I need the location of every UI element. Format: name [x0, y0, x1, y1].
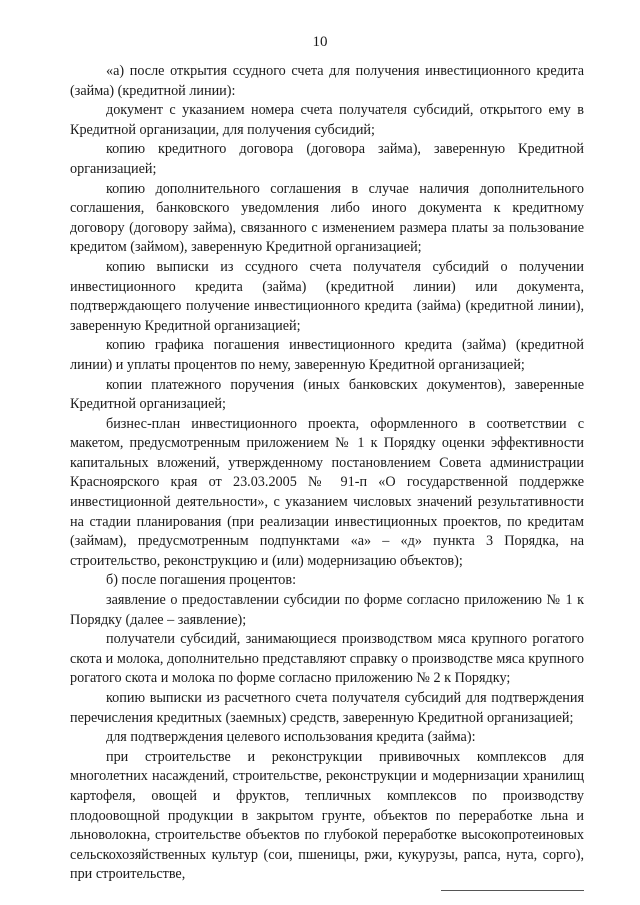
paragraph-loan-account-statement: копию выписки из ссудного счета получателя субсидий о получении инвестиционного кредита (займа) (кредитной линии) или документа, подтверждающего получение инвестиционного кредита (займа) (кредитной линии), заверенную Кредитной организацией;	[70, 258, 584, 334]
paragraph-construction: при строительстве и реконструкции прививочных комплексов для многолетних насаждений, строительстве, реконструкции и модернизации хранилищ картофеля, овощей и фруктов, тепличных комплексов по производству плодоовощной продукции в закрытом грунте, объектов по переработке льна и льноволокна, строительстве объектов по глубокой переработке высокопротеиновых сельскохозяйственных культур (сои, пшеницы, ржи, кукурузы, рапса, нута, сорго), при строительстве,	[70, 748, 584, 883]
paragraph-payment-order: копии платежного поручения (иных банковских документов), заверенные Кредитной организацией;	[70, 376, 584, 413]
paragraph-repayment-schedule: копию графика погашения инвестиционного кредита (займа) (кредитной линии) и уплаты процентов по нему, заверенную Кредитной организацией;	[70, 337, 584, 373]
paragraph-application: заявление о предоставлении субсидии по форме согласно приложению № 1 к Порядку (далее – заявление);	[70, 592, 584, 628]
footer-divider	[441, 890, 584, 891]
paragraph-settlement-statement: копию выписки из расчетного счета получателя субсидий для подтверждения перечисления кредитных (заемных) средств, заверенную Кредитной организацией;	[70, 690, 584, 726]
document-body	[70, 62, 584, 885]
page-number: 10	[312, 34, 328, 50]
paragraph-intro-b: б) после погашения процентов:	[106, 572, 297, 589]
paragraph-account-document: документ с указанием номера счета получателя субсидий, открытого ему в Кредитной организации, для получения субсидий;	[70, 102, 584, 138]
paragraph-additional-agreement: копию дополнительного соглашения в случае наличия дополнительного соглашения, банковского уведомления либо иного документа к кредитному договору (договору займа), связанного с изменением размера платы за пользование кредитом (займом), заверенную Кредитной организацией;	[70, 180, 584, 256]
paragraph-business-plan: бизнес-план инвестиционного проекта, оформленного в соответствии с макетом, предусмотренным приложением № 1 к Порядку оценки эффективности капитальных вложений, утвержденному постановлением Совета администрации Красноярского края от 23.03.2005 № 91-п «О государственной поддержке инвестиционной деятельности», с указанием числовых значений результативности на стадии планирования (при реализации инвестиционных проектов, по кредитам (займам), предусмотренным подпунктами «а» – «д» пункта 3 Порядка, на строительство, реконструкцию и (или) модернизацию объектов);	[70, 415, 584, 569]
paragraph-target-use: для подтверждения целевого использования кредита (займа):	[106, 729, 476, 746]
paragraph-cattle-certificate: получатели субсидий, занимающиеся производством мяса крупного рогатого скота и молока, дополнительно представляют справку о производстве мяса крупного рогатого скота и молока по форме согласно приложению № 2 к Порядку;	[70, 631, 584, 687]
paragraph-intro-a: «а) после открытия ссудного счета для получения инвестиционного кредита (займа) (кредитной линии):	[70, 63, 584, 99]
paragraph-credit-agreement: копию кредитного договора (договора займа), заверенную Кредитной организацией;	[70, 141, 584, 177]
